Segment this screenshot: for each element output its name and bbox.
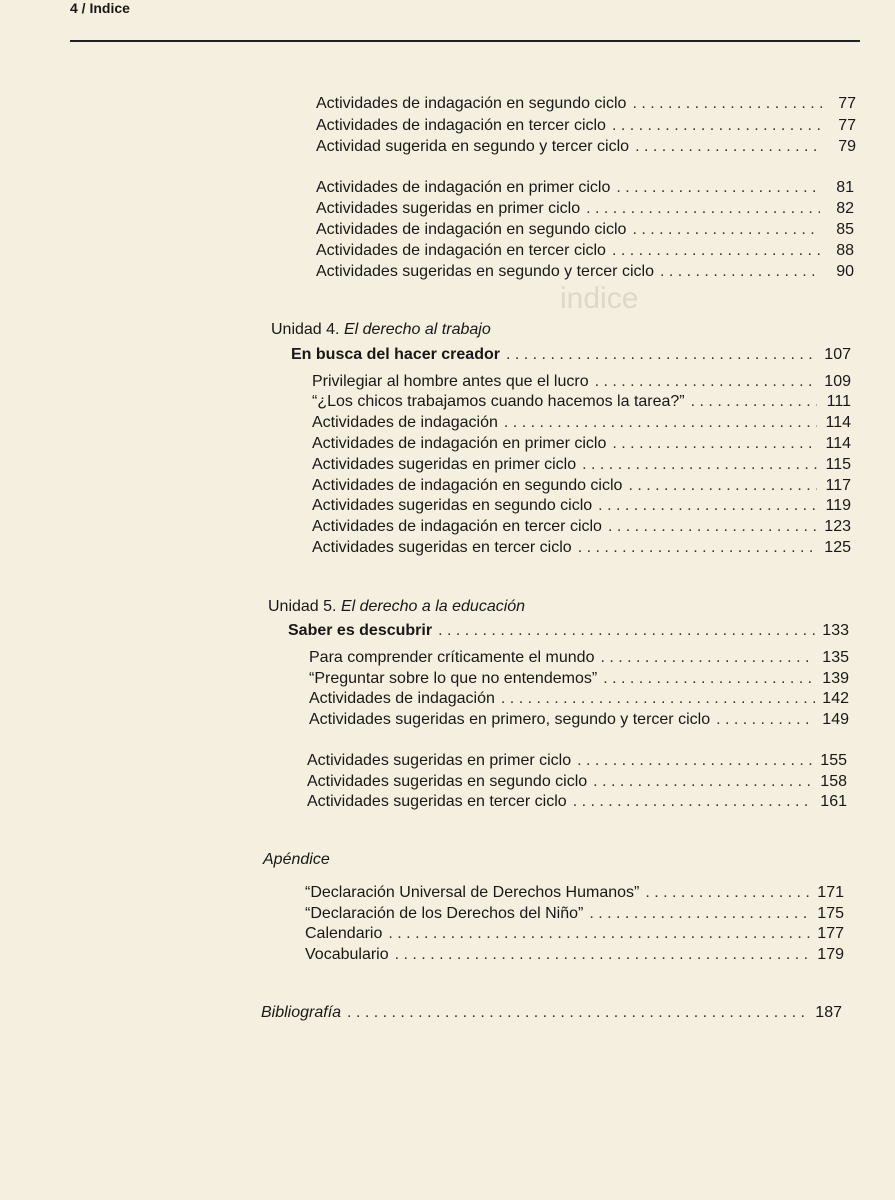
toc-entry-title: Calendario: [305, 925, 383, 942]
toc-entry-title: Actividad sugerida en segundo y tercer ciclo: [316, 138, 630, 155]
toc-entry-page: 135: [822, 649, 849, 666]
toc-entry-page: 133: [822, 622, 849, 639]
toc-entry-title: Para comprender críticamente el mundo: [309, 649, 595, 666]
toc-entry-bibliography[interactable]: [261, 1003, 842, 1023]
unit-name: El derecho al trabajo: [343, 321, 491, 338]
toc-leader: [506, 345, 817, 365]
toc-entry-page: 115: [825, 456, 851, 473]
toc-entry-page: 125: [824, 539, 851, 556]
toc-entry-title: Actividades sugeridas en tercer ciclo: [307, 793, 567, 810]
toc-leader: [582, 455, 817, 475]
toc-entry-title: Actividades de indagación en segundo ciclo: [316, 221, 627, 238]
toc-entry[interactable]: [316, 137, 856, 157]
toc-entry-title: Actividades de indagación en tercer ciclo: [316, 242, 606, 259]
toc-entry-page: 81: [836, 179, 854, 196]
toc-leader: [388, 924, 810, 944]
toc-entry-page: 142: [822, 690, 849, 707]
toc-entry-page: 114: [825, 435, 851, 452]
toc-entry-title: Actividades sugeridas en primer ciclo: [307, 752, 572, 769]
toc-entry-page: 158: [820, 773, 847, 790]
toc-entry[interactable]: [312, 496, 851, 516]
toc-entry[interactable]: [312, 476, 851, 496]
toc-leader: [608, 517, 817, 537]
toc-leader: [645, 883, 810, 903]
toc-entry[interactable]: [316, 262, 854, 282]
toc-entry-page: 90: [836, 263, 854, 280]
toc-entry[interactable]: [309, 689, 849, 709]
toc-entry[interactable]: [316, 220, 854, 240]
toc-entry[interactable]: [316, 116, 856, 136]
toc-leader: [612, 241, 820, 261]
toc-leader: [600, 648, 815, 668]
toc-entry[interactable]: [309, 710, 849, 730]
toc-entry[interactable]: [309, 648, 849, 668]
unit-name: El derecho a la educación: [340, 598, 526, 615]
toc-leader: [612, 434, 817, 454]
unit-heading-5: [268, 597, 525, 617]
toc-entry-title: Actividades sugeridas en primer ciclo: [312, 456, 577, 473]
toc-entry-title: Actividades sugeridas en tercer ciclo: [312, 539, 572, 556]
toc-entry-page: 77: [838, 95, 856, 112]
toc-entry-title: En busca del hacer creador: [291, 346, 500, 363]
toc-leader: [347, 1003, 808, 1023]
appendix-heading: Apéndice: [263, 851, 330, 868]
toc-entry-title: Actividades de indagación: [312, 414, 498, 431]
toc-entry-title: Vocabulario: [305, 946, 389, 963]
toc-entry-title: Actividades sugeridas en segundo ciclo: [312, 497, 593, 514]
page-header: 4 / Indice: [70, 0, 130, 16]
toc-entry[interactable]: [312, 413, 851, 433]
toc-entry-title: Actividades de indagación en segundo ciclo: [316, 95, 627, 112]
toc-entry[interactable]: [305, 924, 844, 944]
toc-entry[interactable]: [312, 392, 851, 412]
toc-entry-page: 175: [817, 905, 844, 922]
toc-entry-title: “Declaración de los Derechos del Niño”: [305, 905, 584, 922]
toc-entry-title: Actividades de indagación en primer ciclo: [316, 179, 611, 196]
toc-entry-page: 179: [817, 946, 844, 963]
toc-leader: [632, 220, 820, 240]
toc-entry-title: Actividades sugeridas en primero, segundo y tercer ciclo: [309, 711, 711, 728]
toc-leader: [716, 710, 815, 730]
toc-entry[interactable]: [312, 538, 851, 558]
toc-leader: [660, 262, 820, 282]
toc-leader: [632, 94, 822, 114]
toc-entry-page: 139: [822, 670, 849, 687]
toc-leader: [616, 178, 820, 198]
unit-heading-4: [271, 320, 491, 340]
toc-entry[interactable]: [307, 772, 847, 792]
unit-prefix: Unidad 4.: [271, 321, 340, 338]
toc-leader: [628, 476, 817, 496]
toc-entry[interactable]: [305, 904, 844, 924]
toc-leader: [598, 496, 817, 516]
toc-entry[interactable]: [316, 241, 854, 261]
toc-entry[interactable]: [316, 178, 854, 198]
toc-entry-title: Saber es descubrir: [288, 622, 433, 639]
toc-entry-page: 117: [825, 477, 851, 494]
toc-entry-title: Privilegiar al hombre antes que el lucro: [312, 373, 589, 390]
toc-leader: [603, 669, 815, 689]
toc-entry[interactable]: [312, 372, 851, 392]
toc-entry-title: “¿Los chicos trabajamos cuando hacemos la tarea?”: [312, 393, 685, 410]
toc-leader: [501, 689, 815, 709]
toc-leader: [586, 199, 820, 219]
toc-entry[interactable]: [307, 751, 847, 771]
toc-entry-page: 123: [824, 518, 851, 535]
toc-entry[interactable]: [307, 792, 847, 812]
toc-entry-page: 119: [825, 497, 851, 514]
toc-entry-page: 155: [820, 752, 847, 769]
toc-entry-page: 77: [838, 117, 856, 134]
toc-entry-page: 79: [838, 138, 856, 155]
toc-entry[interactable]: [316, 199, 854, 219]
toc-section-entry[interactable]: [288, 621, 849, 641]
toc-entry-title: Bibliografía: [261, 1004, 342, 1021]
toc-entry-page: 177: [817, 925, 844, 942]
toc-entry-page: 111: [826, 393, 851, 410]
toc-entry-page: 187: [815, 1004, 842, 1021]
toc-entry-page: 171: [817, 884, 844, 901]
toc-entry-title: Actividades sugeridas en segundo y tercer ciclo: [316, 263, 654, 280]
toc-entry-title: Actividades sugeridas en primer ciclo: [316, 200, 581, 217]
toc-entry-page: 107: [824, 346, 851, 363]
toc-entry-title: Actividades de indagación: [309, 690, 495, 707]
toc-leader: [577, 751, 813, 771]
toc-leader: [595, 372, 817, 392]
toc-leader: [395, 945, 810, 965]
toc-leader: [504, 413, 817, 433]
toc-entry-title: Actividades de indagación en segundo ciclo: [312, 477, 623, 494]
toc-leader: [612, 116, 822, 136]
toc-entry[interactable]: [312, 517, 851, 537]
toc-entry[interactable]: [312, 434, 851, 454]
toc-entry-title: “Preguntar sobre lo que no entendemos”: [309, 670, 598, 687]
toc-entry-title: “Declaración Universal de Derechos Humanos”: [305, 884, 640, 901]
show-through-mark: indice: [560, 282, 639, 315]
toc-entry-title: Actividades de indagación en tercer ciclo: [312, 518, 602, 535]
toc-leader: [589, 904, 810, 924]
toc-entry-page: 88: [836, 242, 854, 259]
toc-section-entry[interactable]: [291, 345, 851, 365]
toc-entry-page: 85: [836, 221, 854, 238]
toc-entry[interactable]: [309, 669, 849, 689]
toc-leader: [578, 538, 817, 558]
toc-leader: [593, 772, 813, 792]
toc-leader: [438, 621, 815, 641]
toc-entry[interactable]: [305, 945, 844, 965]
toc-entry[interactable]: [316, 94, 856, 114]
toc-entry-page: 161: [820, 793, 847, 810]
toc-entry-page: 109: [824, 373, 851, 390]
toc-entry-page: 82: [836, 200, 854, 217]
unit-prefix: Unidad 5.: [268, 598, 337, 615]
toc-leader: [635, 137, 822, 157]
toc-leader: [573, 792, 813, 812]
toc-entry-page: 114: [825, 414, 851, 431]
toc-entry-title: Actividades de indagación en tercer ciclo: [316, 117, 606, 134]
toc-entry-title: Actividades sugeridas en segundo ciclo: [307, 773, 588, 790]
toc-leader: [691, 392, 817, 412]
toc-entry[interactable]: [312, 455, 851, 475]
toc-entry[interactable]: [305, 883, 844, 903]
toc-entry-title: Actividades de indagación en primer ciclo: [312, 435, 607, 452]
toc-entry-page: 149: [822, 711, 849, 728]
